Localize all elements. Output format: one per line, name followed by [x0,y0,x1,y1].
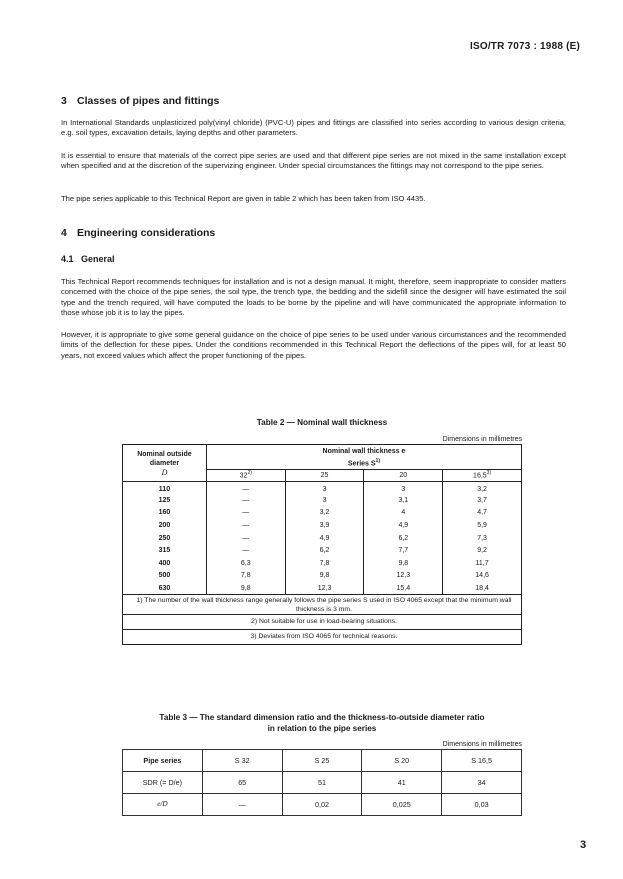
table-3-ratio-row [123,794,522,816]
series-footnote-ref: 3) [486,470,492,477]
subsection-number: 4.1 [61,254,74,264]
section-number: 4 [61,227,67,239]
footnote: 1) The number of the wall thickness range generally follows the pipe series S used in ISO 4065 except that the minimum wall thickness is 3 mm. [123,595,522,615]
table-row [123,570,522,583]
thickness-cell: 9,8 [364,557,443,570]
table-3-caption [100,712,544,734]
thickness-cell: 9,8 [285,570,364,583]
thickness-cell: 4 [364,507,443,520]
table-row [123,557,522,570]
thickness-cell: 7,3 [443,532,522,545]
thickness-cell: 7,8 [285,557,364,570]
col-header-nominal-diameter [123,445,207,482]
series-header [206,458,521,470]
thickness-cell: 4,9 [364,519,443,532]
section-4-heading [61,227,215,241]
thickness-cell: 18,4 [443,582,522,595]
table-cell: 0,025 [362,794,442,816]
series-label: 25 [320,471,329,479]
thickness-cell: 3,1 [364,494,443,507]
subsection-4-1-heading [61,254,115,266]
table-3 [122,749,522,816]
thickness-cell: 6,3 [206,557,285,570]
diameter-cell: 500 [123,570,207,583]
thickness-cell: 11,7 [443,557,522,570]
series-col-header [206,470,285,482]
thickness-cell: 5,9 [443,519,522,532]
diameter-cell: 400 [123,557,207,570]
table-3-dimension-note: Dimensions in millimetres [442,741,522,748]
section-number: 3 [61,95,67,107]
thickness-cell: 7,7 [364,544,443,557]
diameter-cell: 200 [123,519,207,532]
section-3-heading [61,95,219,109]
thickness-cell: 4,7 [443,507,522,520]
thickness-cell: — [206,519,285,532]
table-row [123,544,522,557]
table-cell: S 25 [282,750,362,772]
series-header-label: Series S [347,460,376,468]
table-2-dimension-note: Dimensions in millimetres [442,436,522,443]
table-cell: Pipe series [123,750,203,772]
thickness-cell: — [206,507,285,520]
diameter-cell: 110 [123,482,207,495]
table-3-sdr-row [123,772,522,794]
footnote: 3) Deviates from ISO 4065 for technical reasons. [123,630,522,645]
thickness-cell: — [206,532,285,545]
section-title: Engineering considerations [77,227,216,239]
diameter-cell: 315 [123,544,207,557]
series-label: 32 [239,472,248,480]
section-3-paragraph-3: The pipe series applicable to this Technical Report are given in table 2 which has been taken from ISO 4435. [61,194,426,203]
table-row [123,494,522,507]
thickness-cell: 15,4 [364,582,443,595]
page-number: 3 [580,839,587,851]
series-col-header [443,470,522,482]
table-3-header-row [123,750,522,772]
table-3-caption-line-2: in relation to the pipe series [267,724,377,733]
table-row [123,507,522,520]
thickness-cell: 3,2 [285,507,364,520]
table-2-caption: Table 2 — Nominal wall thickness [256,418,388,427]
section-4-paragraph-1: This Technical Report recommends techniques for installation and is not a design manual. It might, therefore, seem inappropriate to consider matters concerned with the choice of the pipe series, the soil type, the trench type, the bedding and the sidefill since the designer will have estimated the soil type and the trench required, will have computed the loads to be borne by the pipeline and will have communicated the appropriate information to those whose job it is to lay the pipes. [61,277,566,317]
thickness-cell: 12,3 [364,570,443,583]
table-cell: 65 [202,772,282,794]
table-cell: e/D [123,794,203,816]
thickness-cell: 3,7 [443,494,522,507]
section-4-paragraph-2: However, it is appropriate to give some general guidance on the choice of pipe series to be used under various circumstances and the recommended limits of the deflection for these pipes. Under the conditions recommended in this Technical Report the deflections of the pipes will, for at least 50 years, not exceed values which affect the proper functioning of the pipes. [61,330,566,360]
table-cell: 0,02 [282,794,362,816]
table-cell: 34 [442,772,522,794]
thickness-cell: 4,9 [285,532,364,545]
group-header-wall-thickness: Nominal wall thickness e [206,445,521,458]
table-row [123,532,522,545]
table-cell: S 16,5 [442,750,522,772]
series-col-header [285,470,364,482]
section-title: Classes of pipes and fittings [77,95,220,107]
subsection-title: General [81,254,115,264]
table-cell: S 20 [362,750,442,772]
table-2 [122,444,522,645]
table-cell: 41 [362,772,442,794]
footnote: 2) Not suitable for use in load-bearing situations. [123,615,522,630]
table-row [123,519,522,532]
table-cell: SDR (= D/e) [123,772,203,794]
col-header-symbol: D [161,468,168,477]
col-header-label: Nominal outside diameter [137,451,192,467]
section-3-paragraph-1: In International Standards unplasticized poly(vinyl chloride) (PVC-U) pipes and fittings are classified into series according to various design criteria, e.g. soil types, excavation details, laying depths and other parameters. [61,118,566,138]
thickness-cell: — [206,482,285,495]
thickness-cell: 12,3 [285,582,364,595]
table-row [123,582,522,595]
diameter-cell: 630 [123,582,207,595]
series-footnote-ref: 2) [247,470,252,477]
diameter-cell: 250 [123,532,207,545]
thickness-cell: 9,8 [206,582,285,595]
thickness-cell: 3 [364,482,443,495]
thickness-cell: — [206,494,285,507]
thickness-cell: 14,6 [443,570,522,583]
diameter-cell: 160 [123,507,207,520]
diameter-cell: 125 [123,494,207,507]
table-cell: 0,03 [442,794,522,816]
section-3-paragraph-2: It is essential to ensure that materials of the correct pipe series are used and that different pipe series are not mixed in the same installation except when specified and at the discretion of the supervizing engineer. Under special circumstances the fittings may not correspond to the pipe series. [61,151,566,171]
table-cell: S 32 [202,750,282,772]
series-label: 20 [399,471,408,479]
table-3-caption-line-1: Table 3 — The standard dimension ratio and the thickness-to-outside diameter ratio [159,713,485,722]
table-cell: 51 [282,772,362,794]
thickness-cell: 6,2 [285,544,364,557]
thickness-cell: — [206,544,285,557]
thickness-cell: 3,2 [443,482,522,495]
table-row [123,482,522,495]
series-label: 16,5 [473,472,487,480]
thickness-cell: 6,2 [364,532,443,545]
thickness-cell: 7,8 [206,570,285,583]
series-header-footnote-ref: 1) [375,458,380,465]
thickness-cell: 3 [285,494,364,507]
thickness-cell: 9,2 [443,544,522,557]
series-col-header [364,470,443,482]
thickness-cell: 3,9 [285,519,364,532]
standard-reference: ISO/TR 7073 : 1988 (E) [470,41,581,52]
table-cell: — [202,794,282,816]
thickness-cell: 3 [285,482,364,495]
